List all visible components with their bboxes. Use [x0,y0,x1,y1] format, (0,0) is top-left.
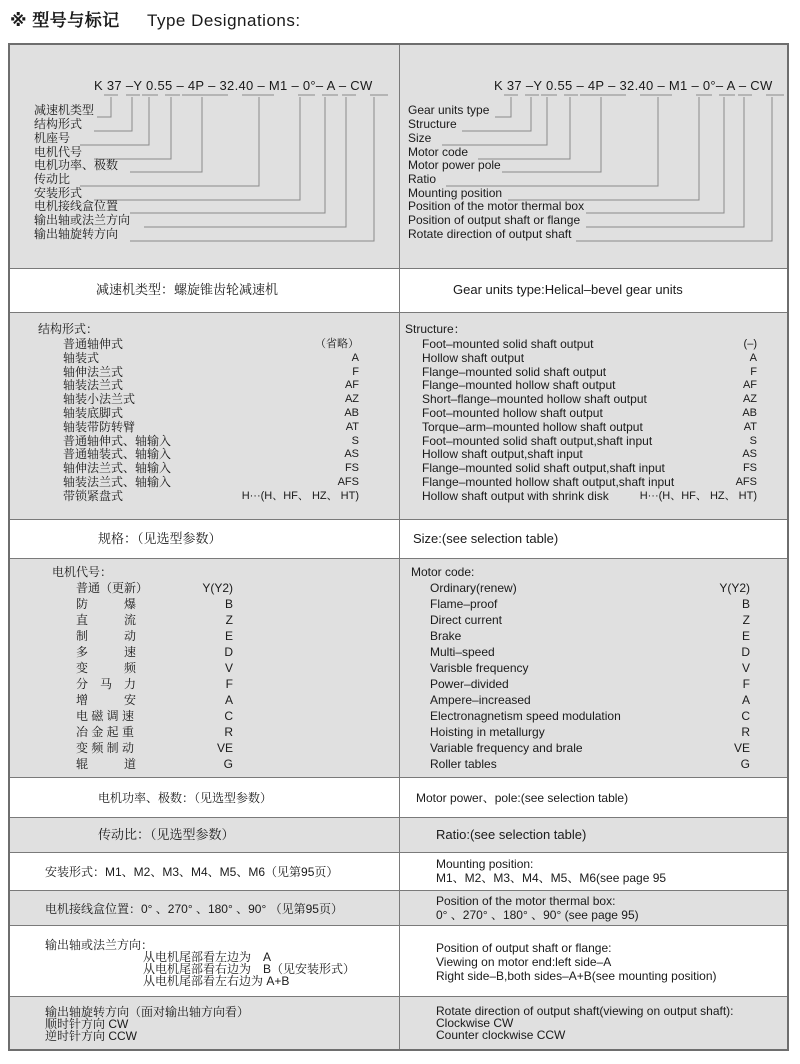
motor-code-item-label: 防 爆 [76,597,137,611]
heading-en: Type Designations: [147,11,301,30]
designation-string: K 37 –Y 0.55 – 4P – 32.40 – M1 – 0°– A – CW [94,78,373,93]
motor-code-item-label: Ordinary(renew) [430,581,517,595]
structure-en [400,313,787,519]
ratio-en: Ratio:(see selection table) [436,827,587,842]
motor-power-row [10,778,787,818]
structure-item-label: Flange–mounted solid shaft output,shaft input [422,461,665,476]
motor-code-item-code: R [741,725,750,739]
designation-diagram-row [10,45,787,269]
structure-item-code: AFS [735,476,757,488]
motor-code-item-label: 增 安 [76,693,137,707]
structure-item-code: AS [344,448,359,461]
label-output-flange: 输出轴或法兰方向 [34,213,131,227]
label-structure: Structure [408,117,457,131]
motor-code-item-code: C [741,709,750,723]
reference-mark-icon: ※ [10,11,28,30]
rotation-row [10,997,787,1049]
thermal-box-row [10,891,787,926]
structure-item-code: AFS [337,476,359,488]
structure-item-label: 轴装法兰式、轴输入 [63,475,172,489]
size-en: Size:(see selection table) [413,531,559,546]
motor-code-item-label: Flame–proof [430,597,498,611]
mounting-en-title: Mounting position: [436,857,534,871]
rotation-line: Counter clockwise CCW [436,1028,566,1042]
mounting-zh: 安装形式：M1、M2、M3、M4、M5、M6（见第95页） [45,865,339,879]
label-gear-type: 减速机类型 [34,103,95,117]
structure-item-code: AS [742,448,757,461]
label-size: Size [408,131,432,145]
motor-code-item-code: VE [216,741,233,755]
connector-line [130,97,325,213]
connector-line [586,97,744,227]
connector-line [144,97,346,227]
structure-item-label: 带锁紧盘式 [63,488,124,503]
motor-code-item-code: E [741,629,750,643]
structure-item-label: 普通轴装式、轴输入 [63,447,172,462]
label-structure: 结构形式 [34,117,83,131]
motor-code-item-code: B [224,597,233,611]
structure-item-code: （省略） [315,338,359,350]
structure-item-code: H···(H、HF、 HZ、 HT) [639,489,757,502]
label-rotation: 输出轴旋转方向 [34,227,119,241]
motor-code-item-label: Ampere–increased [430,693,531,707]
motor-code-item-label: Electronagnetism speed modulation [430,709,621,723]
structure-item-label: 普通轴伸式、轴输入 [63,433,172,448]
motor-code-en [400,559,787,777]
label-thermal-box: 电机接线盒位置 [34,199,119,213]
connector-line [502,97,601,172]
structure-item-label: Foot–mounted solid shaft output [422,337,594,351]
structure-item-label: Foot–mounted hollow shaft output [422,406,603,420]
connector-line [94,97,132,131]
motor-code-title-zh: 电机代号： [52,565,113,579]
rotation-line: Rotate direction of output shaft(viewing on output shaft): [436,1004,734,1018]
motor-code-item-label: 变 频 [76,661,137,675]
connector-line [130,97,202,172]
motor-code-item-code: Y(Y2) [719,581,750,595]
motor-code-item-label: Varisble frequency [430,661,529,675]
structure-item-label: 轴伸法兰式 [63,364,124,379]
motor-code-item-code: VE [733,741,750,755]
structure-item-code: AB [742,407,757,419]
connector-line [80,97,259,186]
structure-item-code: F [750,365,757,378]
structure-item-code: A [749,351,757,364]
designation-diagram-zh [10,45,400,268]
label-rotation: Rotate direction of output shaft [408,227,572,241]
motor-code-item-label: Roller tables [430,757,497,771]
label-motor-power: Motor power pole [408,158,501,172]
output-flange-line: Position of output shaft or flange: [436,941,612,955]
motor-code-item-label: Power–divided [430,677,509,691]
thermal-box-en-title: Position of the motor thermal box: [436,894,616,908]
motor-code-item-label: Variable frequency and brale [430,741,583,755]
structure-item-code: FS [742,462,757,475]
structure-item-code: AT [345,420,359,433]
structure-item-label: Hollow shaft output [422,350,525,365]
structure-item-code: AZ [742,393,757,406]
connector-line [586,97,724,213]
motor-code-item-code: R [224,725,233,739]
motor-code-item-label: 辊 道 [76,757,137,771]
structure-item-label: Foot–mounted solid shaft output,shaft input [422,433,653,448]
structure-item-code: AF [742,379,757,392]
thermal-box-en-values: 0° 、270° 、180° 、90° (see page 95) [436,908,639,922]
motor-code-item-label: 制 动 [76,629,137,643]
motor-code-item-label: 电 磁 调 速 [76,709,135,723]
connector-line [478,97,570,159]
structure-item-code: S [351,434,359,447]
output-flange-row [10,926,787,997]
label-thermal-box: Position of the motor thermal box [408,199,585,213]
output-flange-line: 从电机尾部看左右边为 A+B [143,974,290,988]
size-zh: 规格：（见选型参数） [98,531,222,546]
output-flange-title-zh: 输出轴或法兰方向： [45,938,154,952]
output-flange-line: Viewing on motor end:left side–A [436,955,612,969]
structure-item-code: S [749,434,757,447]
motor-code-item-label: 多 速 [76,645,137,659]
connector-line [94,97,300,200]
motor-code-item-label: Multi–speed [430,645,495,659]
structure-item-code: AT [743,420,757,433]
motor-code-item-code: D [741,645,750,659]
motor-code-item-code: Z [225,613,233,627]
structure-item-code: AB [344,407,359,419]
label-motor-code: Motor code [408,145,469,159]
designation-diagram-en [400,45,787,268]
rotation-line: 逆时针方向 CCW [45,1029,137,1043]
motor-code-item-code: C [224,709,233,723]
label-output-flange: Position of output shaft or flange [408,213,581,227]
motor-code-item-label: 普通（更新） [76,581,149,595]
motor-code-item-code: G [223,757,233,771]
connector-line [495,97,511,117]
structure-item-label: 轴装小法兰式 [63,392,136,407]
connector-line [130,97,374,241]
structure-title-en: Structure： [405,322,466,336]
label-size: 机座号 [34,131,71,145]
gear-type-en: Gear units type:Helical–bevel gear units [453,282,683,297]
motor-code-item-label: 变 频 制 动 [76,741,135,755]
motor-code-item-code: V [224,661,233,675]
motor-power-en: Motor power、pole:(see selection table) [416,791,629,805]
motor-code-item-code: A [224,693,233,707]
structure-item-label: 轴伸法兰式、轴输入 [63,461,172,476]
rotation-line: 顺时针方向 CW [45,1017,129,1031]
label-mounting: Mounting position [408,186,503,200]
motor-code-item-label: 冶 金 起 重 [76,725,135,739]
motor-code-item-code: G [740,757,750,771]
motor-code-item-label: Hoisting in metallurgy [430,725,545,739]
structure-item-label: Flange–mounted hollow shaft output [422,378,616,393]
structure-zh [10,313,400,519]
structure-item-label: Short–flange–mounted hollow shaft output [422,392,647,407]
ratio-row [10,818,787,853]
ratio-zh: 传动比：（见选型参数） [98,827,235,842]
rotation-line: Clockwise CW [436,1016,514,1030]
motor-code-item-label: Direct current [430,613,503,627]
gear-type-row [10,269,787,313]
connector-line [97,97,111,117]
structure-item-code: AZ [344,393,359,406]
gear-type-zh: 减速机类型：螺旋锥齿轮减速机 [96,282,279,297]
type-designation-table [8,43,789,1051]
structure-title-zh: 结构形式： [38,322,99,336]
designation-string: K 37 –Y 0.55 – 4P – 32.40 – M1 – 0°– A – CW [494,78,773,93]
label-gear-type: Gear units type [408,103,490,117]
structure-item-label: Hollow shaft output with shrink disk [422,488,609,503]
motor-code-item-code: V [741,661,750,675]
label-ratio: 传动比 [34,172,71,186]
motor-code-item-label: 分 马 力 [76,677,137,691]
connector-line [576,97,772,241]
thermal-box-zh: 电机接线盒位置：0° 、270° 、180° 、90° （见第95页） [45,902,343,916]
label-motor-power: 电机功率、极数 [34,158,119,172]
motor-code-item-code: D [224,645,233,659]
structure-item-label: 轴装式 [63,350,100,365]
motor-code-item-label: 直 流 [76,613,137,627]
structure-item-label: 轴装带防转臂 [63,419,136,434]
output-flange-line: 从电机尾部看左边为 A [143,950,272,964]
motor-code-item-code: F [225,677,233,691]
motor-code-title-en: Motor code: [411,565,475,579]
label-ratio: Ratio [408,172,437,186]
structure-item-code: AF [344,379,359,392]
structure-item-label: Flange–mounted solid shaft output [422,364,607,379]
structure-item-code: A [351,351,359,364]
structure-item-code: FS [344,462,359,475]
motor-code-row [10,559,787,778]
motor-code-item-code: A [741,693,750,707]
connector-line [508,97,699,200]
output-flange-line: 从电机尾部看右边为 B（见安装形式） [143,962,356,976]
motor-code-zh [10,559,400,777]
output-flange-line: Right side–B,both sides–A+B(see mounting position) [436,969,717,983]
heading-zh: 型号与标记 [32,11,120,30]
motor-code-item-code: Z [742,613,750,627]
size-row [10,520,787,559]
structure-item-label: 轴装底脚式 [63,406,124,420]
label-motor-code: 电机代号 [34,145,83,159]
structure-item-label: Torque–arm–mounted hollow shaft output [422,419,643,434]
label-mounting: 安装形式 [34,186,83,200]
structure-item-label: Flange–mounted hollow shaft output,shaft input [422,475,675,489]
mounting-row [10,853,787,891]
motor-code-item-code: E [224,629,233,643]
motor-code-item-code: F [742,677,750,691]
mounting-en-values: M1、M2、M3、M4、M5、M6(see page 95 [436,871,667,885]
motor-power-zh: 电机功率、极数：（见选型参数） [98,791,273,805]
motor-code-item-code: Y(Y2) [202,581,233,595]
structure-item-code: (–) [743,338,757,350]
structure-item-label: 轴装法兰式 [63,378,124,393]
structure-item-code: H···(H、HF、 HZ、 HT) [241,489,359,502]
structure-item-code: F [352,365,359,378]
section-heading [10,6,301,31]
motor-code-item-code: B [741,597,750,611]
structure-item-label: Hollow shaft output,shaft input [422,447,583,462]
motor-code-item-label: Brake [430,629,462,643]
rotation-line: 输出轴旋转方向（面对输出轴方向看） [45,1005,250,1019]
structure-item-label: 普通轴伸式 [63,337,124,351]
structure-row [10,313,787,520]
